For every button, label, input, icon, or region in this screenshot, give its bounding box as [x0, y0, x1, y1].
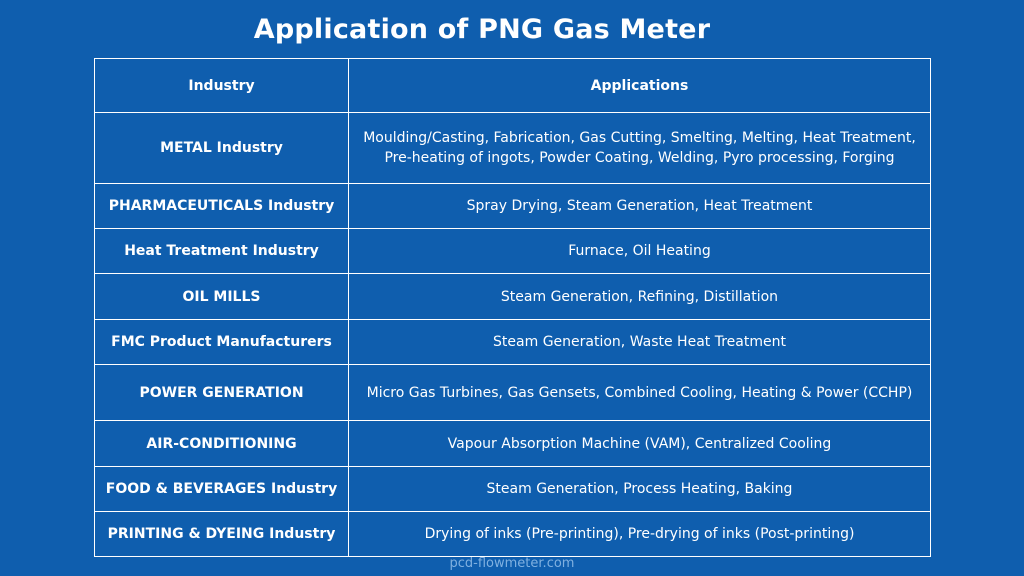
industry-cell: PHARMACEUTICALS Industry: [95, 184, 349, 229]
applications-cell: Steam Generation, Process Heating, Baking: [349, 467, 931, 512]
footer-watermark: pcd-flowmeter.com: [449, 556, 575, 571]
table-row: [95, 113, 931, 184]
table-row: [95, 467, 931, 512]
industry-cell: FMC Product Manufacturers: [95, 320, 349, 365]
applications-cell: Drying of inks (Pre-printing), Pre-drying of inks (Post-printing): [349, 512, 931, 557]
industry-cell: OIL MILLS: [95, 274, 349, 320]
applications-cell: Steam Generation, Refining, Distillation: [349, 274, 931, 320]
applications-cell: Micro Gas Turbines, Gas Gensets, Combined Cooling, Heating & Power (CCHP): [349, 365, 931, 421]
table-row: [95, 365, 931, 421]
table-row: [95, 421, 931, 467]
industry-cell: POWER GENERATION: [95, 365, 349, 421]
column-header-industry: Industry: [95, 59, 349, 113]
table-header-row: [95, 59, 931, 113]
table-row: [95, 274, 931, 320]
industry-cell: Heat Treatment Industry: [95, 229, 349, 274]
industry-cell: METAL Industry: [95, 113, 349, 184]
applications-cell: Furnace, Oil Heating: [349, 229, 931, 274]
applications-cell: Moulding/Casting, Fabrication, Gas Cutting, Smelting, Melting, Heat Treatment, Pre-heating of ingots, Powder Coating, Welding, Pyro processing, Forging: [349, 113, 931, 184]
table-row: [95, 320, 931, 365]
page-title: Application of PNG Gas Meter: [253, 14, 711, 45]
industry-cell: AIR-CONDITIONING: [95, 421, 349, 467]
table-row: [95, 184, 931, 229]
industry-cell: PRINTING & DYEING Industry: [95, 512, 349, 557]
industry-cell: FOOD & BEVERAGES Industry: [95, 467, 349, 512]
applications-cell: Steam Generation, Waste Heat Treatment: [349, 320, 931, 365]
applications-cell: Vapour Absorption Machine (VAM), Centralized Cooling: [349, 421, 931, 467]
table-row: [95, 229, 931, 274]
column-header-applications: Applications: [349, 59, 931, 113]
applications-cell: Spray Drying, Steam Generation, Heat Treatment: [349, 184, 931, 229]
applications-table: [94, 58, 931, 557]
table-row: [95, 512, 931, 557]
